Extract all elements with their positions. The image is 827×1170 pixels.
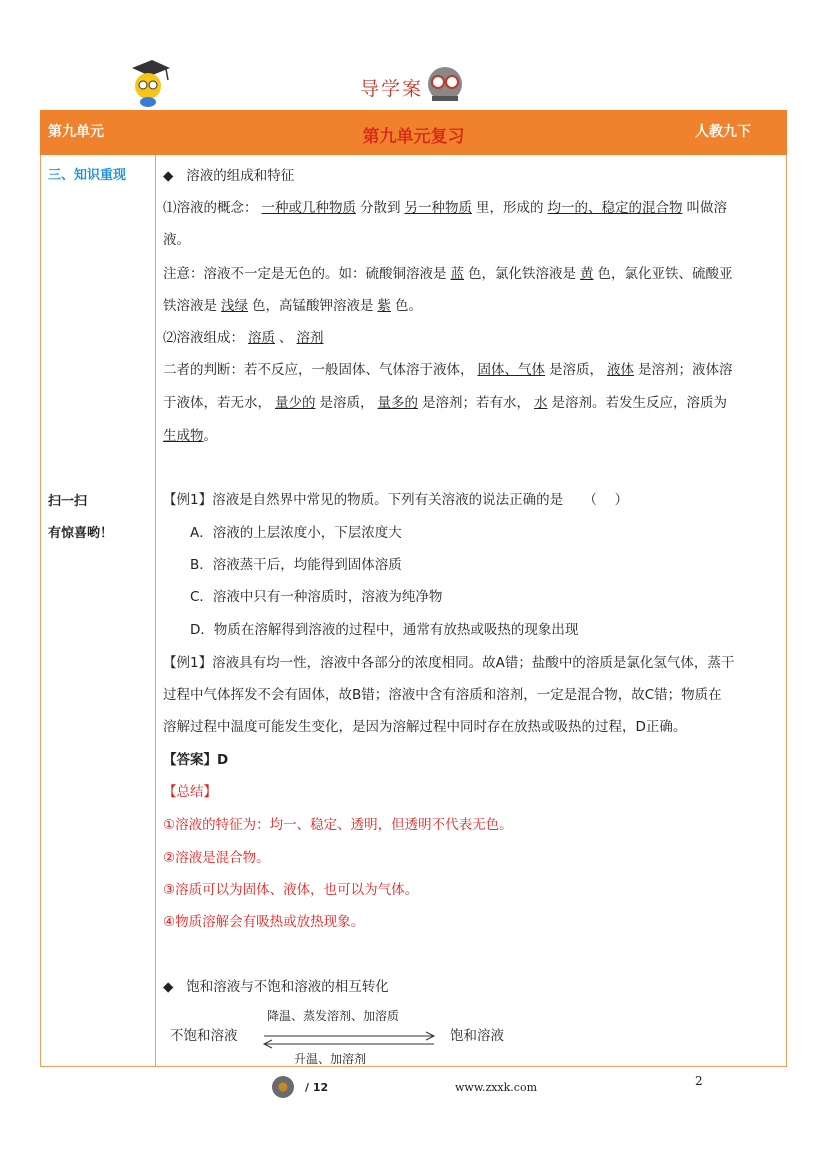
composition-line: ⑵溶液组成： 溶质 、 溶剂	[163, 330, 324, 346]
disc-icon	[272, 1076, 294, 1098]
diamond-icon: ◆	[163, 979, 174, 995]
saturated-label: 饱和溶液	[450, 1028, 504, 1044]
summary-item: ③溶质可以为固体、液体，也可以为气体。	[163, 882, 419, 898]
explanation-line-1: 【例1】溶液具有均一性，溶液中各部分的浓度相同。故A错；盐酸中的溶质是氯化氢气体，蒸干	[163, 655, 735, 671]
judge-line: 二者的判断：若不反应，一般固体、气体溶于液体， 固体、气体 是溶质， 液体 是溶剂；液体溶	[163, 362, 733, 378]
reverse-condition: 升温、加溶剂	[294, 1052, 367, 1066]
explanation-line-2: 过程中气体挥发不会有固体，故B错；溶液中含有溶质和溶剂，一定是混合物，故C错；物质在	[163, 687, 722, 703]
section2-heading: ◆ 饱和溶液与不饱和溶液的相互转化	[163, 979, 389, 995]
example-question: 【例1】溶液是自然界中常见的物质。下列有关溶液的说法正确的是 （ ）	[163, 492, 629, 508]
footer-url: www.zxxk.com	[455, 1081, 538, 1094]
diamond-icon: ◆	[163, 168, 174, 184]
option-d: D．物质在溶解得到溶液的过程中，通常有放热或吸热的现象出现	[190, 622, 579, 638]
section-label: 三、知识重现	[48, 168, 127, 183]
summary-item: ①溶液的特征为：均一、稳定、透明，但透明不代表无色。	[163, 817, 513, 833]
title-band	[40, 110, 787, 155]
option-b: B．溶液蒸干后，均能得到固体溶质	[190, 557, 402, 573]
content-frame	[40, 155, 787, 1067]
concept-line: ⑴溶液的概念： 一种或几种物质 分散到 另一种物质 里，形成的 均一的、稳定的混合物 叫做溶	[163, 200, 727, 216]
summary-item: ④物质溶解会有吸热或放热现象。	[163, 914, 365, 930]
note-line-2: 铁溶液是 浅绿 色，高锰酸钾溶液是 紫 色。	[163, 298, 422, 314]
forward-condition: 降温、蒸发溶剂、加溶质	[267, 1009, 400, 1023]
judge-line-2: 于液体，若无水， 量少的 是溶质， 量多的 是溶剂；若有水， 水 是溶剂。若发生反应，溶质为	[163, 395, 727, 411]
page-count: / 12	[305, 1081, 329, 1094]
header-title: 导学案	[360, 78, 424, 100]
concept-line-end: 液。	[163, 232, 190, 248]
surprise-label: 有惊喜哟！	[48, 526, 114, 541]
note-line: 注意：溶液不一定是无色的。如：硫酸铜溶液是 蓝 色，氯化铁溶液是 黄 色，氯化亚铁、硫酸亚	[163, 266, 733, 282]
summary-title: 【总结】	[163, 784, 217, 800]
frame-bottom-line	[40, 1066, 787, 1067]
option-a: A．溶液的上层浓度小，下层浓度大	[190, 525, 402, 541]
option-c: C．溶液中只有一种溶质时，溶液为纯净物	[190, 589, 443, 605]
mascot-logo	[126, 58, 172, 108]
page-number: 2	[695, 1074, 703, 1088]
explanation-line-3: 溶解过程中温度可能发生变化，是因为溶解过程中同时存在放热或吸热的过程，D正确。	[163, 719, 687, 735]
summary-item: ②溶液是混合物。	[163, 850, 270, 866]
page-title: 第九单元复习	[362, 127, 465, 147]
conversion-arrows	[262, 1031, 437, 1049]
section1-heading: ◆ 溶液的组成和特征	[163, 168, 295, 184]
edition-label: 人教九下	[695, 124, 751, 140]
answer-line: 【答案】D	[163, 752, 229, 768]
column-divider	[155, 155, 156, 1067]
owl-logo	[424, 64, 466, 104]
scan-label: 扫一扫	[48, 494, 88, 509]
unsaturated-label: 不饱和溶液	[170, 1028, 238, 1044]
unit-label: 第九单元	[48, 124, 104, 140]
judge-line-3: 生成物。	[163, 428, 217, 444]
